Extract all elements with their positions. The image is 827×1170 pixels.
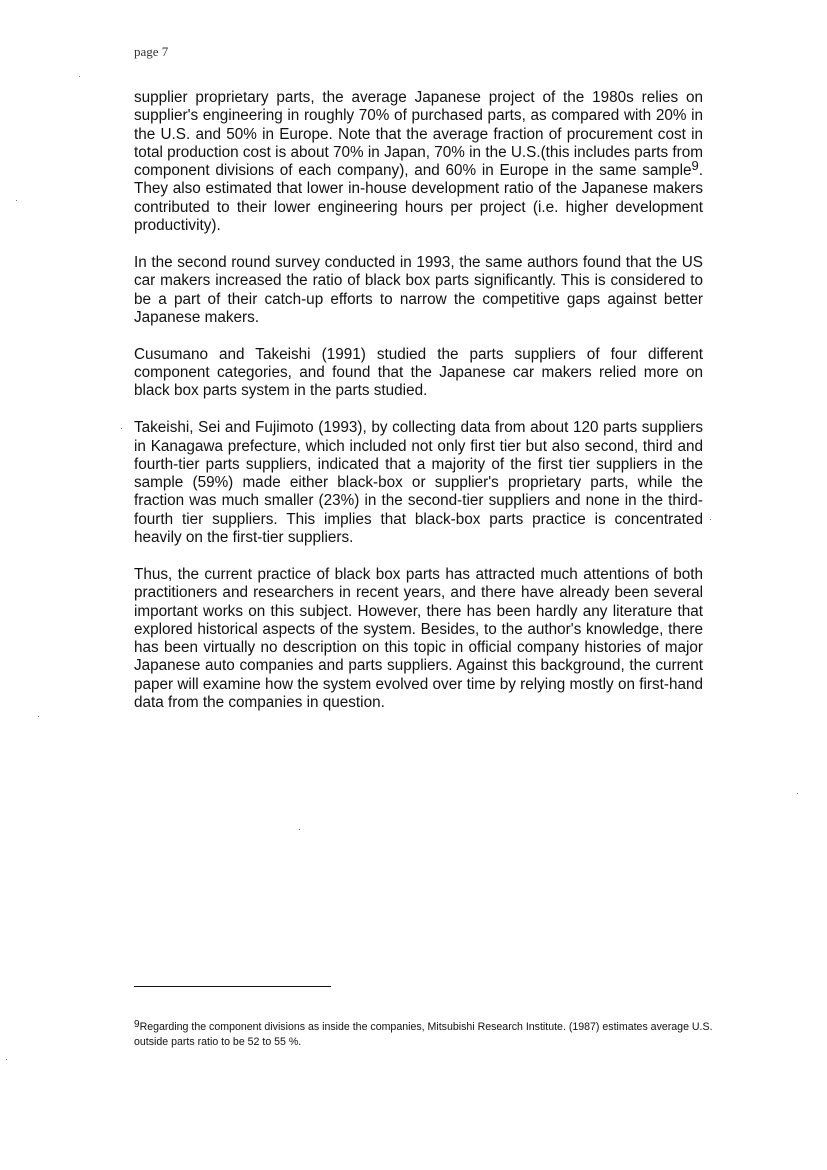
footnote-mark: 9 [134, 1019, 140, 1030]
scan-speck [299, 829, 300, 830]
footnote-text: Regarding the component divisions as inside the companies, Mitsubishi Research Institute. (1987) estimates average U.S. outside parts ratio to be 52 to 55 %. [134, 1021, 713, 1048]
body-text [134, 89, 703, 731]
paragraph-1-text-b: . They also estimated that lower in-house development ratio of the Japanese makers contributed to their lower engineering hours per project (i.e. higher development productivity). [134, 162, 703, 235]
footnote-separator [134, 986, 331, 987]
scan-speck [797, 793, 798, 794]
paragraph-1 [134, 89, 703, 235]
scan-speck [16, 200, 17, 201]
footnote-reference: 9 [691, 158, 699, 174]
scan-speck [79, 76, 80, 77]
scan-speck [121, 428, 122, 429]
paragraph-2: In the second round survey conducted in 1993, the same authors found that the US car makers increased the ratio of black box parts significantly. This is considered to be a part of their catch-up efforts to narrow the competitive gaps against better Japanese makers. [134, 253, 703, 326]
scan-speck [710, 519, 711, 520]
scan-speck [38, 716, 39, 717]
footnote [134, 1020, 714, 1049]
paragraph-3: Cusumano and Takeishi (1991) studied the parts suppliers of four different component categories, and found that the Japanese car makers relied more on black box parts system in the parts studied. [134, 345, 703, 400]
scan-speck [6, 1059, 7, 1060]
paragraph-4: Takeishi, Sei and Fujimoto (1993), by collecting data from about 120 parts suppliers in Kanagawa prefecture, which included not only first tier but also second, third and fourth-tier parts suppliers, indicated that a majority of the first tier suppliers in the sample (59%) made either black-box or supplier's proprietary parts, while the fraction was much smaller (23%) in the second-tier suppliers and none in the third-fourth tier suppliers. This implies that black-box parts practice is concentrated heavily on the first-tier suppliers. [134, 419, 703, 547]
page-number: page 7 [134, 44, 169, 59]
paragraph-5: Thus, the current practice of black box parts has attracted much attentions of both practitioners and researchers in recent years, and there have already been several important works on this subject. However, there has been hardly any literature that explored historical aspects of the system. Besides, to the author's knowledge, there has been virtually no description on this topic in official company histories of major Japanese auto companies and parts suppliers. Against this background, the current paper will examine how the system evolved over time by relying mostly on first-hand data from the companies in question. [134, 565, 703, 711]
paragraph-1-text-a: supplier proprietary parts, the average Japanese project of the 1980s relies on supplier's engineering in roughly 70% of purchased parts, as compared with 20% in the U.S. and 50% in Europe. Note that the average fraction of procurement cost in total production cost is about 70% in Japan, 70% in the U.S.(this includes parts from component divisions of each company), and 60% in Europe in the same sample [134, 89, 703, 180]
